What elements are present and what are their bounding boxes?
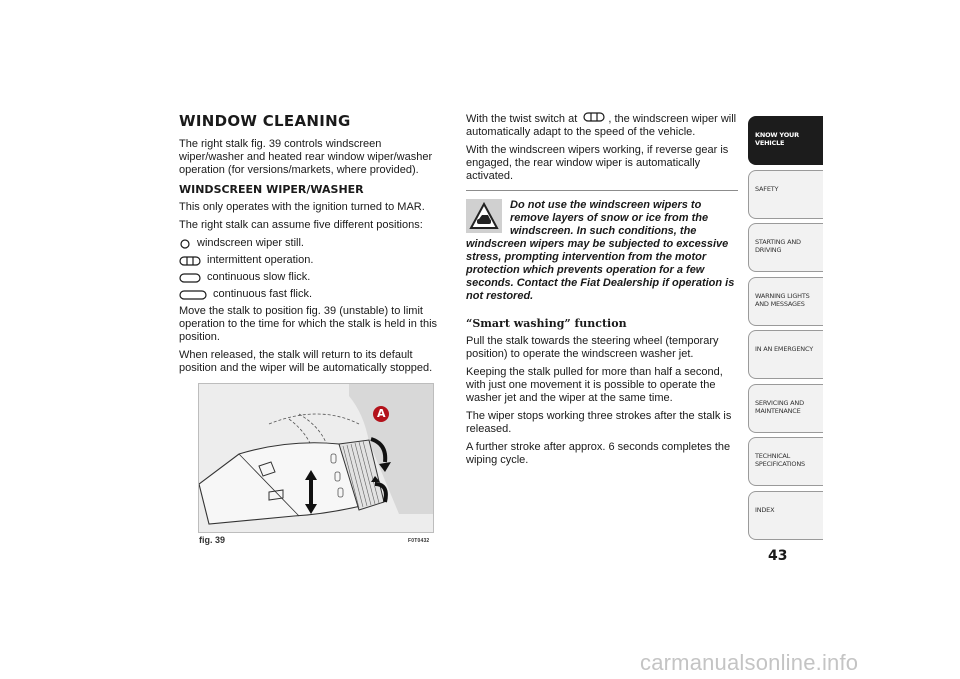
twist-switch-text-after: , the windscreen wiper will automatically adapt to the speed of the vehicle. [466, 112, 737, 138]
twist-switch-paragraph [466, 112, 738, 139]
right-column [466, 112, 738, 472]
tab-technical-specifications[interactable] [748, 437, 823, 486]
watermark: carmanualsonline.info [640, 650, 859, 675]
tab-label: KNOW YOUR [755, 131, 799, 139]
tab-label: MAINTENANCE [755, 406, 801, 415]
section-title: WINDOW CLEANING [179, 112, 351, 130]
tab-label: STARTING AND [755, 238, 801, 246]
position-label-fast: continuous fast flick. [213, 288, 313, 300]
tab-label: VEHICLE [755, 139, 785, 147]
tab-label: TECHNICAL [755, 452, 791, 460]
position-item-off [179, 237, 449, 250]
smart-washing-paragraph-3: The wiper stops working three strokes after the stalk is released. [466, 410, 732, 435]
subsection-title: WINDSCREEN WIPER/WASHER [179, 183, 364, 196]
warning-text: Do not use the windscreen wipers to remove layers of snow or ice from the windscreen. In such conditions, the windscreen wipers may be subjected to excessive stress, prompting intervention from the motor protection which prevents operation for a few seconds. Contact the Fiat Dealership if operation is not restored. [466, 199, 735, 302]
page-number: 43 [768, 548, 788, 564]
intermittent-inline-icon [583, 112, 605, 126]
figure-code: F0T0432 [408, 538, 430, 544]
position-item-slow [179, 271, 449, 284]
smart-washing-paragraph-1: Pull the stalk towards the steering wheel (temporary position) to operate the windscreen washer jet. [466, 335, 719, 360]
tab-label: AND MESSAGES [755, 299, 805, 308]
wiper-off-icon [179, 238, 191, 250]
tab-servicing[interactable] [748, 384, 823, 433]
intermittent-icon [179, 255, 201, 267]
position-item-intermittent [179, 254, 449, 267]
tab-in-an-emergency[interactable] [748, 330, 823, 379]
tab-safety[interactable] [748, 170, 823, 219]
ignition-paragraph: This only operates with the ignition turned to MAR. [179, 201, 425, 213]
position-label-slow: continuous slow flick. [207, 271, 311, 283]
smart-washing-paragraph-2: Keeping the stalk pulled for more than half a second, with just one movement it is possible to operate the washer jet and the wiper at the same time. [466, 366, 723, 404]
tab-index[interactable] [748, 491, 823, 540]
tab-know-your-vehicle[interactable] [748, 116, 823, 165]
slow-icon [179, 272, 201, 284]
tab-label: WARNING LIGHTS [755, 291, 810, 300]
position-label-intermittent: intermittent operation. [207, 254, 314, 266]
tab-label: IN AN EMERGENCY [755, 345, 813, 353]
warning-divider [466, 190, 738, 191]
intro-paragraph: The right stalk fig. 39 controls windscreen wiper/washer and heated rear window wiper/washer operation (for versions/markets, where provided). [179, 138, 433, 176]
release-paragraph: When released, the stalk will return to its default position and the wiper will be automatically stopped. [179, 349, 433, 374]
callout-a-label: A [377, 407, 386, 420]
reverse-gear-paragraph: With the windscreen wipers working, if reverse gear is engaged, the rear window wiper is automatically activated. [466, 144, 729, 182]
warning-triangle-icon [466, 199, 502, 233]
positions-paragraph: The right stalk can assume five different positions: [179, 219, 423, 231]
position-item-fast [179, 288, 449, 301]
tab-warning-lights[interactable] [748, 277, 823, 326]
figure-caption: fig. 39 [199, 535, 226, 545]
smart-washing-paragraph-4: A further stroke after approx. 6 seconds completes the wiping cycle. [466, 441, 731, 466]
position-label-off: windscreen wiper still. [197, 237, 304, 249]
stalk-illustration [199, 384, 433, 532]
unstable-paragraph: Move the stalk to position fig. 39 (unstable) to limit operation to the time for which the stalk is held in this position. [179, 305, 438, 343]
tab-label: SAFETY [755, 184, 779, 193]
chapter-tabs [748, 116, 823, 544]
tab-label: INDEX [755, 505, 775, 514]
smart-washing-title: “Smart washing” function [466, 317, 627, 330]
tab-starting-and-driving[interactable] [748, 223, 823, 272]
twist-switch-text-before: With the twist switch at [466, 112, 578, 125]
left-column [179, 112, 449, 380]
tab-label: SERVICING AND [755, 398, 804, 407]
tab-label: DRIVING [755, 246, 782, 254]
warning-box [466, 199, 738, 303]
fast-icon [179, 289, 207, 301]
tab-label: SPECIFICATIONS [755, 460, 805, 468]
stalk-figure [198, 383, 434, 533]
